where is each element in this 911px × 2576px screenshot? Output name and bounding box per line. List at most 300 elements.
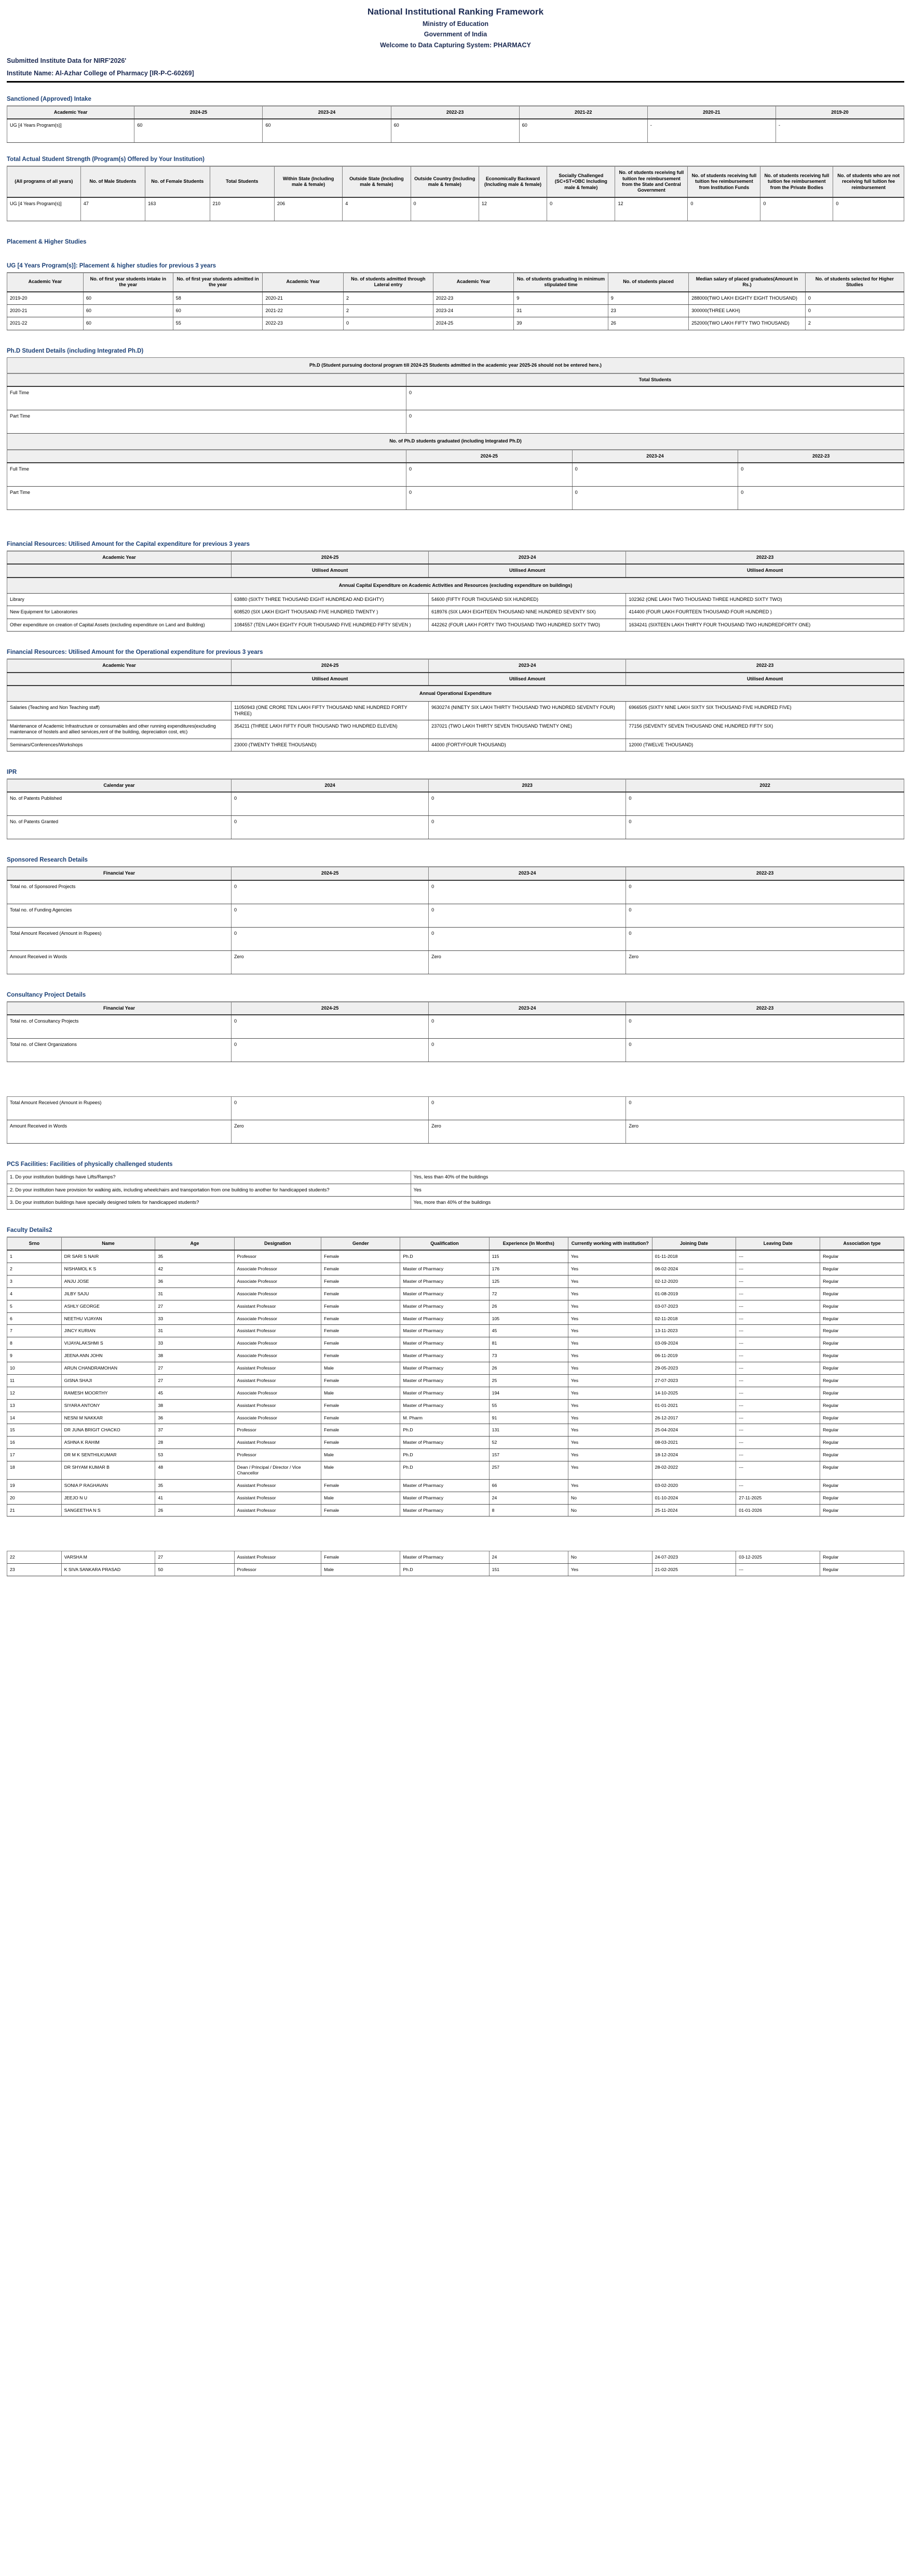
cell-value: 31: [514, 304, 608, 317]
cell-gender: Male: [321, 1492, 400, 1504]
cell-value: 0: [626, 927, 904, 950]
cell-value: 2: [343, 292, 433, 305]
section-title-student-strength: Total Actual Student Strength (Program(s) Offered by Your Institution): [7, 156, 205, 163]
col-2024: 2024: [232, 779, 429, 792]
col-2022-23: 2022-23: [626, 551, 904, 564]
cell-value: 23: [608, 304, 689, 317]
cell-srno: 11: [7, 1374, 62, 1387]
cell-joining: 21-02-2025: [652, 1564, 736, 1576]
table-row: [7, 1120, 904, 1144]
table-header-row: [7, 551, 904, 564]
table-row: [7, 1337, 904, 1350]
cell-gender: Female: [321, 1412, 400, 1424]
cell-experience: 45: [489, 1325, 568, 1337]
table-row: [7, 1424, 904, 1437]
table-row: [7, 487, 904, 510]
col-academic-year: Academic Year: [7, 106, 134, 119]
cell-value: 2019-20: [7, 292, 84, 305]
cell-srno: 2: [7, 1263, 62, 1276]
cell-value: 0: [626, 880, 904, 904]
cell-association: Regular: [820, 1479, 904, 1492]
cell-designation: Professor: [234, 1424, 321, 1437]
cell-experience: 81: [489, 1337, 568, 1350]
table-row: [7, 1399, 904, 1412]
cell-label: New Equipment for Laboratories: [7, 606, 232, 619]
cell-qualification: Master of Pharmacy: [400, 1479, 489, 1492]
cell-leaving: ---: [736, 1362, 820, 1375]
cell-leaving: ---: [736, 1337, 820, 1350]
cell-age: 50: [155, 1564, 234, 1576]
col-within-state: Within State (Including male & female): [274, 166, 342, 197]
table-row: [7, 304, 904, 317]
cell-working: Yes: [568, 1479, 652, 1492]
section-title-faculty-details: Faculty Details2: [7, 1227, 52, 1233]
cell-program: UG [4 Years Program(s)]: [7, 119, 134, 143]
header-divider: [7, 81, 904, 83]
col-blank: [7, 564, 232, 577]
col-association-type: Association type: [820, 1237, 904, 1250]
cell-label: Total no. of Client Organizations: [7, 1039, 232, 1062]
table-row: [7, 1374, 904, 1387]
cell-label: Seminars/Conferences/Workshops: [7, 739, 232, 751]
section-title-sanctioned-intake: Sanctioned (Approved) Intake: [7, 96, 91, 102]
col-2023-24: 2023-24: [572, 450, 738, 463]
cell-value: 0: [547, 197, 615, 221]
cell-label: Salaries (Teaching and Non Teaching staff): [7, 702, 232, 720]
cell-age: 27: [155, 1551, 234, 1564]
institute-name-label: Institute Name: Al-Azhar College of Pharmacy [IR-P-C-60269]: [7, 70, 194, 77]
cell-srno: 19: [7, 1479, 62, 1492]
cell-designation: Associate Professor: [234, 1312, 321, 1325]
cell-age: 53: [155, 1449, 234, 1461]
consultancy-amount-table: [7, 1096, 904, 1144]
col-utilised-amount-2024: Utilised Amount: [232, 673, 429, 686]
cell-label: Total Amount Received (Amount in Rupees): [7, 927, 232, 950]
col-designation: Designation: [234, 1237, 321, 1250]
col-2022-23: 2022-23: [391, 106, 519, 119]
cell-working: No: [568, 1551, 652, 1564]
col-2020-21: 2020-21: [647, 106, 776, 119]
table-row: [7, 463, 904, 487]
col-leaving-date: Leaving Date: [736, 1237, 820, 1250]
cell-age: 26: [155, 1504, 234, 1517]
cell-qualification: Ph.D: [400, 1461, 489, 1480]
table-row: [7, 1325, 904, 1337]
cell-value: 0: [572, 463, 738, 487]
col-blank: [7, 450, 406, 463]
cell-value: 414400 (FOUR LAKH FOURTEEN THOUSAND FOUR HUNDRED ): [626, 606, 904, 619]
cell-experience: 24: [489, 1551, 568, 1564]
cell-gender: Female: [321, 1350, 400, 1362]
col-financial-year: Financial Year: [7, 1002, 232, 1015]
col-financial-year: Financial Year: [7, 867, 232, 880]
cell-experience: 257: [489, 1461, 568, 1480]
cell-value: 0: [738, 463, 904, 487]
cell-working: Yes: [568, 1437, 652, 1449]
table-subheader-row: [7, 673, 904, 686]
table-header-row: [7, 450, 904, 463]
cell-value: 0: [833, 197, 904, 221]
cell-srno: 7: [7, 1325, 62, 1337]
phd-table: [7, 357, 904, 510]
cell-value: 252000(TWO LAKH FIFTY TWO THOUSAND): [689, 317, 806, 330]
table-row: [7, 1387, 904, 1399]
cell-label: Library: [7, 594, 232, 606]
col-first-year-admitted: No. of first year students admitted in the year: [173, 273, 263, 292]
cell-srno: 4: [7, 1287, 62, 1300]
table-row: [7, 904, 904, 927]
cell-working: Yes: [568, 1275, 652, 1287]
cell-gender: Female: [321, 1337, 400, 1350]
cell-value: 6966505 (SIXTY NINE LAKH SIXTY SIX THOUSAND FIVE HUNDRED FIVE): [626, 702, 904, 720]
cell-value: 0: [232, 792, 429, 816]
cell-label: Full Time: [7, 463, 406, 487]
cell-leaving: ---: [736, 1424, 820, 1437]
faculty-details-table-continued: [7, 1551, 904, 1576]
cell-joining: 26-12-2017: [652, 1412, 736, 1424]
cell-joining: 27-07-2023: [652, 1374, 736, 1387]
cell-label: Full Time: [7, 386, 406, 410]
cell-value: 0: [232, 1097, 429, 1120]
cell-age: 48: [155, 1461, 234, 1480]
col-all-programs: (All programs of all years): [7, 166, 81, 197]
table-header-row: [7, 373, 904, 386]
cell-joining: 25-11-2024: [652, 1504, 736, 1517]
cell-experience: 55: [489, 1399, 568, 1412]
capital-band-row: [7, 578, 904, 594]
cell-value: 0: [232, 1015, 429, 1039]
cell-value: 54600 (FIFTY FOUR THOUSAND SIX HUNDRED): [429, 594, 626, 606]
cell-value: 0: [429, 927, 626, 950]
col-2022-23: 2022-23: [738, 450, 904, 463]
col-utilised-amount-2022: Utilised Amount: [626, 673, 904, 686]
col-socially-challenged: Socially Challenged (SC+ST+OBC Including male & female): [547, 166, 615, 197]
cell-association: Regular: [820, 1387, 904, 1399]
table-header-row: [7, 1237, 904, 1250]
cell-leaving: ---: [736, 1412, 820, 1424]
cell-association: Regular: [820, 1449, 904, 1461]
cell-qualification: Ph.D: [400, 1449, 489, 1461]
cell-designation: Assistant Professor: [234, 1399, 321, 1412]
cell-designation: Associate Professor: [234, 1263, 321, 1276]
cell-value: 2: [343, 304, 433, 317]
cell-age: 33: [155, 1312, 234, 1325]
cell-designation: Assistant Professor: [234, 1362, 321, 1375]
col-reimbursement-institution: No. of students receiving full tuition fee reimbursement from Institution Funds: [688, 166, 760, 197]
cell-label: Total no. of Consultancy Projects: [7, 1015, 232, 1039]
cell-value: 0: [232, 904, 429, 927]
col-reimbursement-government: No. of students receiving full tuition fee reimbursement from the State and Central Government: [615, 166, 688, 197]
cell-association: Regular: [820, 1504, 904, 1517]
col-blank: [7, 373, 406, 386]
cell-gender: Female: [321, 1275, 400, 1287]
cell-srno: 6: [7, 1312, 62, 1325]
cell-qualification: Master of Pharmacy: [400, 1362, 489, 1375]
subsection-title-placement-ug: UG [4 Years Program(s)]: Placement & higher studies for previous 3 years: [7, 262, 216, 269]
table-row: [7, 1184, 904, 1197]
cell-value: 9: [608, 292, 689, 305]
section-title-operational-expenditure: Financial Resources: Utilised Amount for the Operational expenditure for previous 3 years: [7, 649, 263, 656]
cell-value: 300000(THREE LAKH): [689, 304, 806, 317]
cell-value: 102362 (ONE LAKH TWO THOUSAND THREE HUNDRED SIXTY TWO): [626, 594, 904, 606]
table-row: [7, 1350, 904, 1362]
col-2024-25: 2024-25: [232, 551, 429, 564]
cell-srno: 13: [7, 1399, 62, 1412]
spacer: [0, 510, 911, 524]
cell-working: Yes: [568, 1564, 652, 1576]
cell-value: 0: [626, 1039, 904, 1062]
col-blank: [7, 673, 232, 686]
cell-name: ASHLY GEORGE: [61, 1300, 155, 1312]
col-2024-25: 2024-25: [406, 450, 572, 463]
col-2024-25: 2024-25: [232, 867, 429, 880]
cell-name: SONIA P RAGHAVAN: [61, 1479, 155, 1492]
col-age: Age: [155, 1237, 234, 1250]
cell-leaving: ---: [736, 1325, 820, 1337]
col-academic-year-1: Academic Year: [7, 273, 84, 292]
col-2023-24: 2023-24: [429, 659, 626, 672]
cell-leaving: ---: [736, 1437, 820, 1449]
spacer: [0, 1576, 911, 1607]
cell-value: 2021-22: [263, 304, 344, 317]
cell-name: NEETHU VIJAYAN: [61, 1312, 155, 1325]
cell-age: 35: [155, 1250, 234, 1263]
cell-working: No: [568, 1504, 652, 1517]
cell-working: Yes: [568, 1387, 652, 1399]
cell-joining: 02-12-2020: [652, 1275, 736, 1287]
sponsored-research-table: [7, 866, 904, 974]
col-2024-25: 2024-25: [134, 106, 263, 119]
cell-label: Part Time: [7, 487, 406, 510]
cell-value: 2024-25: [433, 317, 514, 330]
cell-joining: 18-12-2024: [652, 1449, 736, 1461]
table-header-row: [7, 273, 904, 292]
cell-working: No: [568, 1492, 652, 1504]
table-row: [7, 594, 904, 606]
section-title-ipr: IPR: [7, 769, 17, 776]
cell-gender: Female: [321, 1479, 400, 1492]
cell-qualification: Master of Pharmacy: [400, 1312, 489, 1325]
cell-age: 33: [155, 1337, 234, 1350]
cell-value: 354211 (THREE LAKH FIFTY FOUR THOUSAND TWO HUNDRED ELEVEN): [232, 720, 429, 739]
cell-name: DR SHYAM KUMAR B: [61, 1461, 155, 1480]
col-female-students: No. of Female Students: [145, 166, 210, 197]
cell-designation: Assistant Professor: [234, 1551, 321, 1564]
cell-value: 0: [232, 880, 429, 904]
cell-name: NESNI M NAKKAR: [61, 1412, 155, 1424]
cell-designation: Professor: [234, 1449, 321, 1461]
cell-name: ANJU JOSE: [61, 1275, 155, 1287]
cell-label: No. of Patents Granted: [7, 816, 232, 839]
operational-band-row: [7, 686, 904, 702]
cell-name: JEENA ANN JOHN: [61, 1350, 155, 1362]
col-outside-state: Outside State (Including male & female): [343, 166, 411, 197]
cell-answer: Yes, more than 40% of the buildings: [411, 1197, 904, 1210]
cell-working: Yes: [568, 1325, 652, 1337]
table-header-row: [7, 867, 904, 880]
cell-gender: Female: [321, 1504, 400, 1517]
cell-age: 28: [155, 1437, 234, 1449]
cell-joining: 03-07-2023: [652, 1300, 736, 1312]
cell-value: 60: [263, 119, 391, 143]
cell-gender: Female: [321, 1374, 400, 1387]
table-row: [7, 1479, 904, 1492]
cell-qualification: Master of Pharmacy: [400, 1504, 489, 1517]
section-title-consultancy: Consultancy Project Details: [7, 991, 86, 998]
cell-association: Regular: [820, 1250, 904, 1263]
cell-designation: Assistant Professor: [234, 1374, 321, 1387]
col-2022: 2022: [626, 779, 904, 792]
cell-value: -: [776, 119, 904, 143]
cell-association: Regular: [820, 1399, 904, 1412]
table-row: [7, 410, 904, 434]
cell-working: Yes: [568, 1300, 652, 1312]
cell-age: 31: [155, 1325, 234, 1337]
cell-age: 41: [155, 1492, 234, 1504]
col-utilised-amount-2023: Utilised Amount: [429, 673, 626, 686]
operational-expenditure-table: [7, 659, 904, 752]
cell-value: 39: [514, 317, 608, 330]
cell-name: ASHNA K RAHIM: [61, 1437, 155, 1449]
cell-designation: Associate Professor: [234, 1387, 321, 1399]
cell-designation: Professor: [234, 1250, 321, 1263]
cell-age: 38: [155, 1350, 234, 1362]
cell-value: 0: [406, 463, 572, 487]
cell-srno: 15: [7, 1424, 62, 1437]
cell-qualification: Master of Pharmacy: [400, 1300, 489, 1312]
cell-joining: 08-03-2021: [652, 1437, 736, 1449]
cell-joining: 03-09-2024: [652, 1337, 736, 1350]
col-utilised-amount-2022: Utilised Amount: [626, 564, 904, 577]
table-row: [7, 292, 904, 305]
cell-qualification: Master of Pharmacy: [400, 1437, 489, 1449]
col-2022-23: 2022-23: [626, 867, 904, 880]
cell-value: 2023-24: [433, 304, 514, 317]
col-academic-year-2: Academic Year: [263, 273, 344, 292]
cell-value: 60: [83, 317, 173, 330]
cell-value: 77156 (SEVENTY SEVEN THOUSAND ONE HUNDRED FIFTY SIX): [626, 720, 904, 739]
cell-label: Total Amount Received (Amount in Rupees): [7, 1097, 232, 1120]
table-row: [7, 1564, 904, 1576]
table-row: [7, 1197, 904, 1210]
cell-joining: 28-02-2022: [652, 1461, 736, 1480]
cell-association: Regular: [820, 1325, 904, 1337]
cell-qualification: M. Pharm: [400, 1412, 489, 1424]
cell-experience: 194: [489, 1387, 568, 1399]
cell-gender: Female: [321, 1437, 400, 1449]
cell-value: 206: [274, 197, 342, 221]
col-2023-24: 2023-24: [429, 551, 626, 564]
cell-experience: 105: [489, 1312, 568, 1325]
cell-value: 58: [173, 292, 263, 305]
table-row: [7, 1015, 904, 1039]
cell-value: 0: [429, 816, 626, 839]
cell-association: Regular: [820, 1275, 904, 1287]
consultancy-table: [7, 1001, 904, 1062]
cell-value: 442262 (FOUR LAKH FORTY TWO THOUSAND TWO HUNDRED SIXTY TWO): [429, 619, 626, 631]
page-header: [0, 0, 911, 49]
cell-value: 0: [406, 386, 904, 410]
cell-association: Regular: [820, 1312, 904, 1325]
table-row: [7, 1362, 904, 1375]
cell-value: 0: [626, 792, 904, 816]
col-reimbursement-private: No. of students receiving full tuition fee reimbursement from the Private Bodies: [760, 166, 833, 197]
cell-designation: Associate Professor: [234, 1412, 321, 1424]
col-2023-24: 2023-24: [429, 1002, 626, 1015]
cell-experience: 115: [489, 1250, 568, 1263]
table-row: [7, 720, 904, 739]
cell-label: Total no. of Funding Agencies: [7, 904, 232, 927]
cell-designation: Assistant Professor: [234, 1300, 321, 1312]
cell-qualification: Master of Pharmacy: [400, 1350, 489, 1362]
cell-joining: 25-04-2024: [652, 1424, 736, 1437]
cell-experience: 8: [489, 1504, 568, 1517]
cell-value: 0: [805, 292, 904, 305]
cell-gender: Male: [321, 1387, 400, 1399]
table-header-row: [7, 1002, 904, 1015]
cell-association: Regular: [820, 1287, 904, 1300]
cell-experience: 131: [489, 1424, 568, 1437]
cell-experience: 24: [489, 1492, 568, 1504]
table-row: [7, 1492, 904, 1504]
cell-question: 2. Do your institution have provision for walking aids, including wheelchairs and transportation from one building to another for handicapped students?: [7, 1184, 411, 1197]
cell-value: 0: [626, 816, 904, 839]
cell-joining: 02-11-2018: [652, 1312, 736, 1325]
cell-name: DR JUNA BRIGIT CHACKO: [61, 1424, 155, 1437]
cell-leaving: 01-01-2026: [736, 1504, 820, 1517]
cell-association: Regular: [820, 1412, 904, 1424]
cell-value: 60: [83, 304, 173, 317]
table-row: [7, 1039, 904, 1062]
table-row: [7, 1504, 904, 1517]
table-row: [7, 197, 904, 221]
col-total-students: Total Students: [406, 373, 904, 386]
spacer: [0, 1062, 911, 1093]
cell-value: 26: [608, 317, 689, 330]
cell-designation: Assistant Professor: [234, 1479, 321, 1492]
col-qualification: Qualification: [400, 1237, 489, 1250]
cell-value: 9: [514, 292, 608, 305]
table-row: [7, 816, 904, 839]
table-row: [7, 119, 904, 143]
table-row: [7, 1551, 904, 1564]
cell-joining: 01-11-2018: [652, 1250, 736, 1263]
cell-leaving: 03-12-2025: [736, 1551, 820, 1564]
table-header-row: [7, 779, 904, 792]
col-utilised-amount-2024: Utilised Amount: [232, 564, 429, 577]
cell-name: VIJAYALAKSHMI S: [61, 1337, 155, 1350]
cell-value: 0: [411, 197, 479, 221]
cell-qualification: Master of Pharmacy: [400, 1287, 489, 1300]
cell-gender: Female: [321, 1399, 400, 1412]
cell-value: -: [647, 119, 776, 143]
col-economically-backward: Economically Backward (Including male & female): [479, 166, 547, 197]
cell-name: SIYARA ANTONY: [61, 1399, 155, 1412]
section-title-sponsored-research: Sponsored Research Details: [7, 857, 88, 864]
cell-experience: 125: [489, 1275, 568, 1287]
cell-name: VARSHA M: [61, 1551, 155, 1564]
col-2024-25: 2024-25: [232, 1002, 429, 1015]
cell-value: 0: [406, 487, 572, 510]
cell-srno: 20: [7, 1492, 62, 1504]
cell-value: 0: [429, 1039, 626, 1062]
placement-table: [7, 272, 904, 330]
operational-band-label: Annual Operational Expenditure: [7, 686, 904, 702]
cell-value: 0: [626, 904, 904, 927]
cell-value: 0: [738, 487, 904, 510]
cell-value: 0: [429, 880, 626, 904]
col-2022-23: 2022-23: [626, 1002, 904, 1015]
